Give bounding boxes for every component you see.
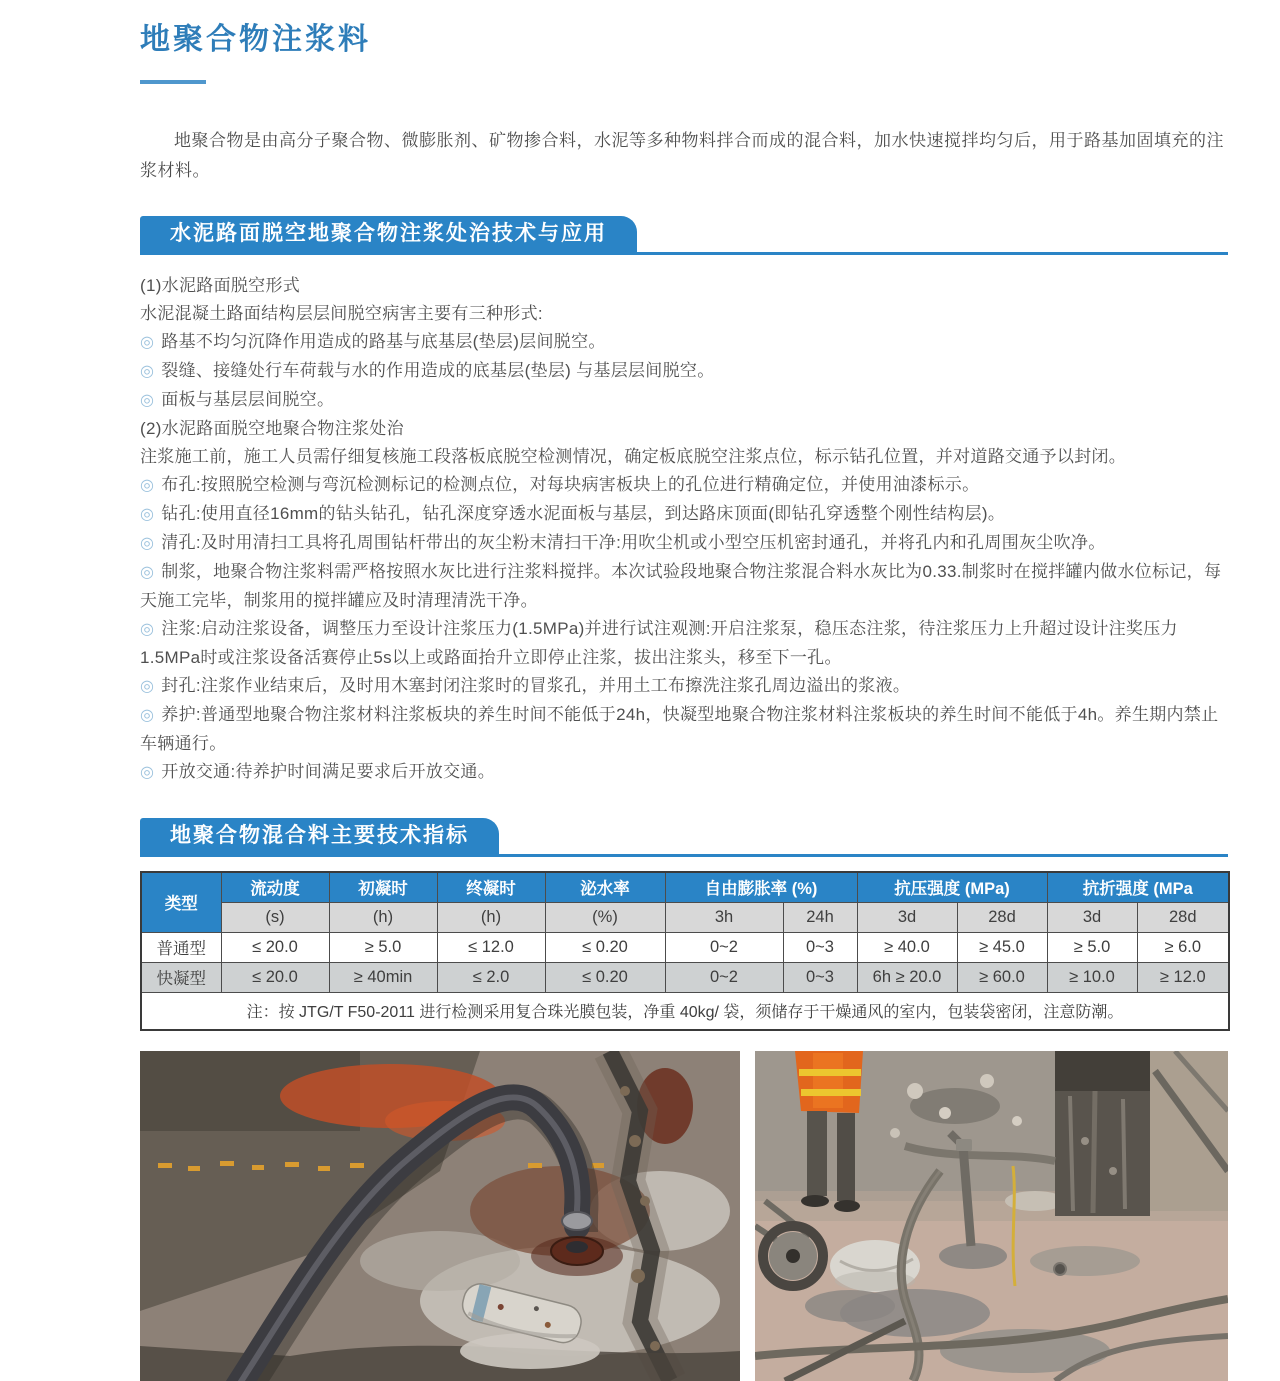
body-text: 制浆，地聚合物注浆料需严格按照水灰比进行注浆料搅拌。本次试验段地聚合物注浆混合料水灰比为0.33.制浆时在搅拌罐内做水位标记，每天施工完毕，制浆用的搅拌罐应及时清理清洗干净。 [140,562,1222,610]
col-header-bleeding: 泌水率 [545,872,665,902]
unit-cell: 28d [957,902,1047,932]
cell: ≥ 40min [329,962,437,992]
page-title: 地聚合物注浆料 [140,23,371,56]
body-text: (1)水泥路面脱空形式 [140,276,301,295]
ring-bullet-icon: ◎ [140,764,155,781]
ring-bullet-icon: ◎ [140,621,155,638]
body-text: 水泥混凝土路面结构层层间脱空病害主要有三种形式: [140,304,543,323]
body-line [140,758,1228,787]
cell: ≤ 20.0 [221,932,329,962]
ring-bullet-icon: ◎ [140,535,155,552]
cell: ≥ 6.0 [1137,932,1229,962]
section2-banner: 地聚合物混合料主要技术指标 [140,818,499,854]
cell: 0~3 [783,962,857,992]
body-text: 注浆施工前，施工人员需仔细复核施工段落板底脱空检测情况，确定板底脱空注浆点位，标示钻孔位置，并对道路交通予以封闭。 [140,447,1127,466]
cell: ≤ 12.0 [437,932,545,962]
ring-bullet-icon: ◎ [140,678,155,695]
photo-grouting-hole-road [140,1051,740,1381]
section1-banner: 水泥路面脱空地聚合物注浆处治技术与应用 [140,216,637,252]
ring-bullet-icon: ◎ [140,363,155,380]
cell: ≥ 5.0 [1047,932,1137,962]
body-line [140,529,1228,558]
row-label: 普通型 [141,932,221,962]
section1-body [140,272,1228,787]
unit-cell: 3h [665,902,783,932]
body-text: 清孔:及时用清扫工具将孔周围钻杆带出的灰尘粉末清扫干净:用吹尘机或小型空压机密封通孔，并将孔内和孔周围灰尘吹净。 [161,533,1106,552]
body-text: 钻孔:使用直径16mm的钻头钻孔，钻孔深度穿透水泥面板与基层，到达路床顶面(即钻孔穿透整个刚性结构层)。 [161,504,1006,523]
row-label: 快凝型 [141,962,221,992]
body-text: 布孔:按照脱空检测与弯沉检测标记的检测点位，对每块病害板块上的孔位进行精确定位，并使用油漆标示。 [161,475,980,494]
col-header-fluidity: 流动度 [221,872,329,902]
table-header-row-units [141,902,1229,932]
body-line [140,272,1228,300]
title-underline-dash [140,80,206,84]
formwork-column [1055,1051,1150,1216]
spec-table [140,871,1230,1031]
cell: ≥ 10.0 [1047,962,1137,992]
body-line [140,672,1228,701]
table-note: 注：按 JTG/T F50-2011 进行检测采用复合珠光膜包装，净重 40kg/ 袋，须储存于干燥通风的室内，包装袋密闭，注意防潮。 [141,992,1229,1030]
col-header-flexural: 抗折强度 (MPa [1047,872,1229,902]
unit-cell: (s) [221,902,329,932]
unit-cell: 24h [783,902,857,932]
ring-bullet-icon: ◎ [140,392,155,409]
cell: ≥ 12.0 [1137,962,1229,992]
col-header-initial-set: 初凝时 [329,872,437,902]
unit-cell: (%) [545,902,665,932]
body-text: 路基不均匀沉降作用造成的路基与底基层(垫层)层间脱空。 [161,332,606,351]
table-note-row [141,992,1229,1030]
body-text: 封孔:注浆作业结束后，及时用木塞封闭注浆时的冒浆孔，并用土工布擦洗注浆孔周边溢出的浆液。 [161,676,911,695]
ring-bullet-icon: ◎ [140,334,155,351]
body-line [140,615,1228,672]
cell: ≥ 5.0 [329,932,437,962]
col-header-type: 类型 [141,872,221,932]
body-line [140,386,1228,415]
cell: ≥ 60.0 [957,962,1047,992]
table-row-rapid [141,962,1229,992]
cell: ≤ 20.0 [221,962,329,992]
body-text: 裂缝、接缝处行车荷载与水的作用造成的底基层(垫层) 与基层层间脱空。 [161,361,715,380]
body-line [140,500,1228,529]
cell: ≥ 40.0 [857,932,957,962]
intro-paragraph: 地聚合物是由高分子聚合物、微膨胀剂、矿物掺合料，水泥等多种物料拌合而成的混合料，加水快速搅拌均匀后，用于路基加固填充的注浆材料。 [140,131,1224,180]
body-line [140,328,1228,357]
cell: 0~2 [665,932,783,962]
body-line [140,415,1228,443]
body-line [140,357,1228,386]
body-text: 养护:普通型地聚合物注浆材料注浆板块的养生时间不能低于24h，快凝型地聚合物注浆材料注浆板块的养生时间不能低于4h。养生期内禁止车辆通行。 [140,705,1219,753]
section1-banner-row [140,216,1228,255]
ring-bullet-icon: ◎ [140,477,155,494]
cell: ≥ 45.0 [957,932,1047,962]
body-text: 面板与基层层间脱空。 [161,390,335,409]
cell: 0~3 [783,932,857,962]
ring-bullet-icon: ◎ [140,707,155,724]
section2-banner-row [140,818,1228,857]
photo-grouting-worksite [755,1051,1228,1381]
body-line [140,443,1228,471]
body-line [140,558,1228,615]
unit-cell: 28d [1137,902,1229,932]
table-header-row-top [141,872,1229,902]
body-line [140,471,1228,500]
unit-cell: 3d [1047,902,1137,932]
col-header-free-expansion: 自由膨胀率 (%) [665,872,857,902]
unit-cell: (h) [437,902,545,932]
grout-hole [1054,1263,1066,1275]
body-line [140,300,1228,328]
body-text: 注浆:启动注浆设备，调整压力至设计注浆压力(1.5MPa)并进行试注观测:开启注浆泵，稳压态注浆，待注浆压力上升超过设计注奖压力1.5MPa时或注浆设备活赛停止5s以上或路面抬升立即停止注浆，拔出注浆头，移至下一孔。 [140,619,1178,667]
unit-cell: (h) [329,902,437,932]
cell: ≤ 2.0 [437,962,545,992]
yellow-cable [1013,1166,1015,1286]
cell: ≤ 0.20 [545,962,665,992]
photo-strip [140,1051,1228,1381]
col-header-compressive: 抗压强度 (MPa) [857,872,1047,902]
body-line [140,701,1228,758]
ring-bullet-icon: ◎ [140,564,155,581]
col-header-final-set: 终凝时 [437,872,545,902]
unit-cell: 3d [857,902,957,932]
cell: 0~2 [665,962,783,992]
cell: 6h ≥ 20.0 [857,962,957,992]
body-text: (2)水泥路面脱空地聚合物注浆处治 [140,419,404,438]
cell: ≤ 0.20 [545,932,665,962]
ring-bullet-icon: ◎ [140,506,155,523]
body-text: 开放交通:待养护时间满足要求后开放交通。 [161,762,495,781]
table-row-ordinary [141,932,1229,962]
